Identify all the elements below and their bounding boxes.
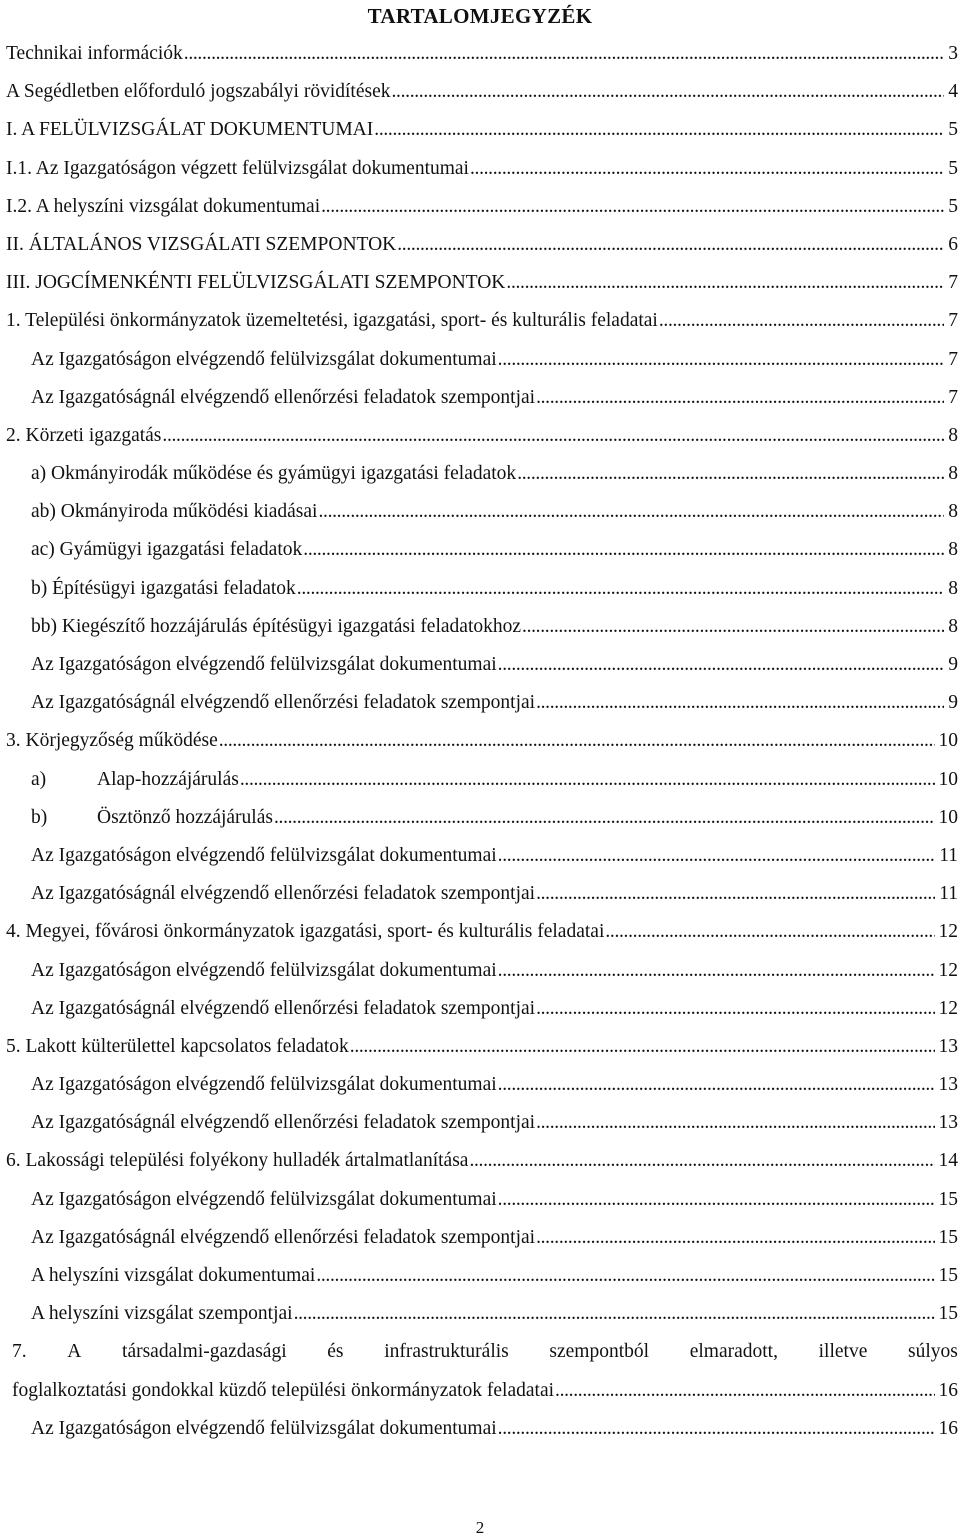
- toc-page-number: 10: [938, 768, 958, 790]
- toc-entry-label: ab) Okmányiroda működési kiadásai: [31, 501, 318, 523]
- toc-page-number: 13: [938, 1035, 958, 1057]
- toc-dot-leader: [162, 417, 944, 455]
- toc-dot-leader: [470, 150, 944, 188]
- toc-entry[interactable]: [0, 684, 960, 722]
- toc-entry-label: [31, 799, 273, 837]
- toc-entry[interactable]: [0, 150, 960, 188]
- toc-entry-label: A helyszíni vizsgálat szempontjai: [31, 1303, 293, 1325]
- toc-page-number: 8: [948, 424, 958, 446]
- toc-entry-label: Az Igazgatóságnál elvégzendő ellenőrzési feladatok szempontjai: [31, 692, 536, 714]
- toc-entry-label: I.1. Az Igazgatóságon végzett felülvizsgálat dokumentumai: [6, 157, 469, 179]
- toc-entry[interactable]: [0, 913, 960, 951]
- toc-page-number: 16: [938, 1379, 958, 1401]
- toc-dot-leader: [318, 493, 944, 531]
- toc-dot-leader: [350, 1028, 935, 1066]
- toc-page-number: 14: [938, 1150, 958, 1172]
- toc-entry[interactable]: [0, 226, 960, 264]
- toc-dot-leader: [392, 73, 945, 111]
- toc-entry[interactable]: [0, 1181, 960, 1219]
- toc-entry[interactable]: [0, 875, 960, 913]
- toc-dot-leader: [536, 684, 944, 722]
- toc-page-number: 15: [938, 1226, 958, 1248]
- toc-entry-prefix: b): [31, 806, 48, 828]
- toc-dot-leader: [498, 1066, 935, 1104]
- toc-dot-leader: [536, 379, 944, 417]
- toc-dot-leader: [316, 1257, 934, 1295]
- toc-page-number: 8: [948, 463, 958, 485]
- toc-dot-leader: [498, 341, 945, 379]
- toc-entry[interactable]: [0, 1219, 960, 1257]
- toc-entry-label: III. JOGCÍMENKÉNTI FELÜLVIZSGÁLATI SZEMPONTOK: [6, 272, 506, 294]
- toc-entry-label: Az Igazgatóságnál elvégzendő ellenőrzési feladatok szempontjai: [31, 386, 536, 408]
- toc-entry[interactable]: [0, 188, 960, 226]
- toc-dot-leader: [498, 1410, 935, 1448]
- toc-entry[interactable]: [0, 952, 960, 990]
- toc-entry[interactable]: [0, 837, 960, 875]
- toc-dot-leader: [659, 302, 944, 340]
- toc-page-number: 8: [948, 577, 958, 599]
- toc-page-number: 9: [948, 692, 958, 714]
- toc-page-number: 8: [948, 539, 958, 561]
- toc-page-number: 8: [948, 615, 958, 637]
- toc-page-number: 10: [938, 806, 958, 828]
- page-number: 2: [475, 1518, 485, 1537]
- toc-entry-label: Az Igazgatóságon elvégzendő felülvizsgálat dokumentumai: [31, 1188, 497, 1210]
- toc-dot-leader: [219, 722, 935, 760]
- toc-dot-leader: [321, 188, 944, 226]
- toc-entry[interactable]: [0, 646, 960, 684]
- toc-page-number: 15: [938, 1188, 958, 1210]
- toc-entry[interactable]: [0, 990, 960, 1028]
- page-title: TARTALOMJEGYZÉK: [367, 4, 593, 28]
- toc-page-number: 15: [938, 1265, 958, 1286]
- toc-entry-label: 2. Körzeti igazgatás: [6, 424, 162, 446]
- toc-dot-leader: [536, 1219, 934, 1257]
- toc-entry-label: 4. Megyei, fővárosi önkormányzatok igazgatási, sport- és kulturális feladatai: [6, 921, 605, 943]
- toc-entry[interactable]: [0, 570, 960, 608]
- toc-entry-label: 1. Települési önkormányzatok üzemeltetési, igazgatási, sport- és kulturális feladatai: [6, 310, 658, 332]
- toc-entry[interactable]: [0, 531, 960, 569]
- toc-dot-leader: [555, 1372, 934, 1410]
- toc-entry[interactable]: [0, 799, 960, 837]
- toc-page-number: 5: [948, 195, 958, 217]
- toc-page-number: 15: [938, 1303, 958, 1325]
- toc-entry-label: II. ÁLTALÁNOS VIZSGÁLATI SZEMPONTOK: [6, 233, 397, 255]
- toc-dot-leader: [469, 1142, 934, 1180]
- toc-page-number: 12: [938, 921, 958, 943]
- toc-dot-leader: [297, 570, 944, 608]
- toc-dot-leader: [498, 646, 945, 684]
- toc-page-number: 12: [938, 997, 958, 1019]
- toc-dot-leader: [517, 455, 944, 493]
- toc-page-number: 10: [938, 730, 958, 752]
- toc-entry[interactable]: [0, 417, 960, 455]
- toc-entry-label: foglalkoztatási gondokkal küzdő települési önkormányzatok feladatai: [12, 1379, 555, 1401]
- toc-entry-label: I. A FELÜLVIZSGÁLAT DOKUMENTUMAI: [6, 119, 374, 141]
- toc-page-number: 11: [939, 844, 958, 866]
- toc-entry-label: Az Igazgatóságnál elvégzendő ellenőrzési feladatok szempontjai: [31, 1226, 536, 1248]
- toc-entry[interactable]: [0, 455, 960, 493]
- toc-entry-text: Ösztönző hozzájárulás: [97, 806, 273, 828]
- toc-entry-label: A Segédletben előforduló jogszabályi rövidítések: [6, 81, 391, 103]
- toc-entry-label: 6. Lakossági települési folyékony hulladék ártalmatlanítása: [6, 1150, 469, 1172]
- toc-entry[interactable]: [0, 493, 960, 531]
- toc-page-number: 4: [948, 81, 958, 103]
- toc-dot-leader: [536, 875, 935, 913]
- toc-entry[interactable]: [0, 761, 960, 799]
- toc-entry-line1: 7. A társadalmi-gazdasági és infrastrukturális szempontból elmaradott, illetve súlyos: [12, 1341, 958, 1363]
- toc-entry[interactable]: [0, 1333, 960, 1409]
- toc-entry-label: A helyszíni vizsgálat dokumentumai: [31, 1265, 316, 1286]
- toc-page-number: 7: [948, 272, 958, 294]
- toc-dot-leader: [498, 1181, 935, 1219]
- table-of-contents: [0, 35, 960, 1448]
- toc-entry-label: Az Igazgatóságon elvégzendő felülvizsgálat dokumentumai: [31, 844, 497, 866]
- toc-entry[interactable]: [0, 111, 960, 149]
- toc-page-number: 7: [948, 348, 958, 370]
- toc-entry-label: [31, 761, 239, 799]
- toc-entry[interactable]: [0, 1066, 960, 1104]
- toc-entry-label: Az Igazgatóságon elvégzendő felülvizsgálat dokumentumai: [31, 1417, 497, 1439]
- toc-entry-label: a) Okmányirodák működése és gyámügyi igazgatási feladatok: [31, 463, 517, 485]
- toc-page-number: 9: [948, 654, 958, 675]
- toc-entry-label: ac) Gyámügyi igazgatási feladatok: [31, 539, 303, 561]
- toc-entry[interactable]: [0, 264, 960, 302]
- toc-entry[interactable]: [0, 341, 960, 379]
- toc-entry-label: Az Igazgatóságnál elvégzendő ellenőrzési feladatok szempontjai: [31, 997, 536, 1019]
- toc-page-number: 13: [938, 1074, 958, 1096]
- toc-page-number: 16: [938, 1417, 958, 1439]
- toc-entry[interactable]: [0, 302, 960, 340]
- toc-dot-leader: [374, 111, 944, 149]
- toc-entry-label: I.2. A helyszíni vizsgálat dokumentumai: [6, 195, 321, 217]
- toc-entry[interactable]: [0, 379, 960, 417]
- toc-page-number: 5: [948, 119, 958, 141]
- toc-entry-label: Az Igazgatóságon elvégzendő felülvizsgálat dokumentumai: [31, 654, 497, 675]
- toc-entry-label: Az Igazgatóságon elvégzendő felülvizsgálat dokumentumai: [31, 959, 497, 981]
- toc-page-number: 5: [948, 157, 958, 179]
- toc-entry-label: b) Építésügyi igazgatási feladatok: [31, 577, 296, 599]
- toc-entry-label: Az Igazgatóságnál elvégzendő ellenőrzési feladatok szempontjai: [31, 883, 536, 905]
- toc-dot-leader: [605, 913, 934, 951]
- toc-entry-label: 3. Körjegyzőség működése: [6, 730, 218, 752]
- toc-dot-leader: [397, 226, 944, 264]
- toc-dot-leader: [522, 608, 944, 646]
- toc-dot-leader: [498, 837, 936, 875]
- toc-dot-leader: [294, 1295, 935, 1333]
- toc-entry-label: 5. Lakott külterülettel kapcsolatos feladatok: [6, 1035, 349, 1057]
- toc-page-number: 3: [948, 43, 958, 64]
- toc-dot-leader: [506, 264, 944, 302]
- toc-dot-leader: [184, 35, 944, 73]
- toc-entry[interactable]: [0, 608, 960, 646]
- toc-page-number: 7: [948, 310, 958, 332]
- toc-page-number: 12: [938, 959, 958, 981]
- toc-entry[interactable]: [0, 1104, 960, 1142]
- toc-entry[interactable]: [0, 1142, 960, 1180]
- toc-entry-prefix: a): [31, 768, 47, 790]
- toc-dot-leader: [498, 952, 935, 990]
- toc-page-number: 6: [948, 233, 958, 255]
- toc-page-number: 8: [948, 501, 958, 523]
- toc-page-number: 7: [948, 386, 958, 408]
- toc-entry-label: Az Igazgatóságnál elvégzendő ellenőrzési feladatok szempontjai: [31, 1112, 536, 1134]
- toc-dot-leader: [240, 761, 935, 799]
- toc-entry-label: bb) Kiegészítő hozzájárulás építésügyi igazgatási feladatokhoz: [31, 615, 522, 637]
- toc-dot-leader: [536, 1104, 934, 1142]
- toc-dot-leader: [303, 531, 944, 569]
- toc-page-number: 13: [938, 1112, 958, 1134]
- toc-dot-leader: [274, 799, 935, 837]
- toc-entry[interactable]: [0, 722, 960, 760]
- toc-entry[interactable]: [0, 1028, 960, 1066]
- toc-entry-label: Az Igazgatóságon elvégzendő felülvizsgálat dokumentumai: [31, 1074, 497, 1096]
- toc-entry-label: Az Igazgatóságon elvégzendő felülvizsgálat dokumentumai: [31, 348, 497, 370]
- toc-entry[interactable]: [0, 1295, 960, 1333]
- toc-entry[interactable]: [0, 73, 960, 111]
- toc-entry-label: Technikai információk: [6, 43, 183, 64]
- toc-entry-text: Alap-hozzájárulás: [97, 768, 239, 790]
- toc-page-number: 11: [939, 883, 958, 905]
- toc-entry[interactable]: [0, 35, 960, 73]
- toc-entry[interactable]: [0, 1257, 960, 1295]
- toc-entry[interactable]: [0, 1410, 960, 1448]
- toc-dot-leader: [536, 990, 934, 1028]
